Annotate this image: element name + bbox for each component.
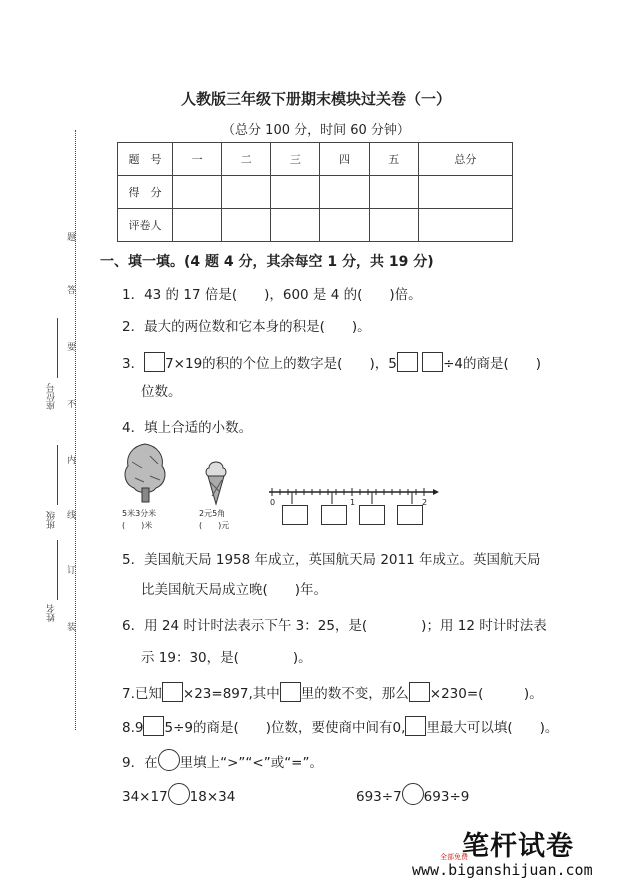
- score-cell[interactable]: [222, 176, 271, 209]
- grader-cell[interactable]: [222, 209, 271, 242]
- binding-char: 要: [67, 343, 77, 353]
- tree-answer[interactable]: ( )米: [122, 521, 153, 530]
- question-3-cont: 位数。: [141, 384, 182, 400]
- binding-char: 装: [67, 623, 77, 633]
- score-cell[interactable]: [173, 176, 222, 209]
- binding-char: 内: [67, 456, 77, 466]
- answer-box[interactable]: [143, 716, 164, 736]
- answer-box[interactable]: [397, 352, 418, 372]
- watermark-url: www.biganshijuan.com: [412, 861, 593, 879]
- table-row-label: 评卷人: [118, 209, 173, 242]
- question-4: 4．填上合适的小数。: [122, 420, 253, 436]
- binding-char: 线: [67, 511, 77, 521]
- answer-box[interactable]: [409, 682, 430, 702]
- score-cell[interactable]: [320, 176, 369, 209]
- numberline-answer-box[interactable]: [282, 505, 308, 525]
- name-field[interactable]: [57, 540, 58, 600]
- grader-cell[interactable]: [173, 209, 222, 242]
- binding-char: 答: [67, 286, 77, 296]
- table-header-cell: 五: [369, 143, 418, 176]
- compare-circle[interactable]: [402, 783, 424, 805]
- score-cell[interactable]: [369, 176, 418, 209]
- tree-caption: 5米3分米: [122, 509, 157, 518]
- table-row: [118, 143, 513, 176]
- binding-char: 订: [67, 566, 77, 576]
- question-1: 1．43 的 17 倍是( )，600 是 4 的( )倍。: [122, 287, 422, 303]
- icecream-answer[interactable]: ( )元: [199, 521, 230, 530]
- question-7: 7.已知 ×23=897,其中 里的数不变，那么 ×230=( )。: [122, 682, 543, 704]
- binding-char: 题: [67, 233, 77, 243]
- name-label: 姓名: [47, 604, 57, 622]
- table-row-label: 得 分: [118, 176, 173, 209]
- answer-box[interactable]: [144, 352, 165, 372]
- table-header-cell: 总分: [418, 143, 512, 176]
- class-label: 班级: [47, 511, 57, 529]
- watermark-tag: 全部免费: [440, 853, 468, 861]
- section-heading: 一、填一填。(4 题 4 分，其余每空 1 分，共 19 分): [100, 254, 434, 270]
- answer-box[interactable]: [280, 682, 301, 702]
- table-header-cell: 三: [271, 143, 320, 176]
- question-2: 2．最大的两位数和它本身的积是( )。: [122, 319, 371, 335]
- score-table: [117, 142, 513, 242]
- answer-box[interactable]: [422, 352, 443, 372]
- binding-line: [75, 130, 76, 730]
- numberline-answer-box[interactable]: [397, 505, 423, 525]
- numberline-label-2: 2: [422, 498, 428, 507]
- grader-cell[interactable]: [369, 209, 418, 242]
- grader-cell[interactable]: [418, 209, 512, 242]
- seat-number-label: 座位号: [47, 383, 57, 410]
- circle-blank: [158, 749, 180, 771]
- table-header-cell: 一: [173, 143, 222, 176]
- numberline-label-0: 0: [270, 498, 276, 507]
- grader-cell[interactable]: [271, 209, 320, 242]
- answer-box[interactable]: [405, 716, 426, 736]
- numberline-label-1: 1: [350, 498, 356, 507]
- question-9-left: 34×17 18×34: [122, 783, 235, 807]
- answer-box[interactable]: [162, 682, 183, 702]
- question-9-right: 693÷7 693÷9: [356, 783, 469, 807]
- question-3: 3． 7×19的积的个位上的数字是( )，5 ÷4的商是( ): [122, 352, 541, 374]
- compare-circle[interactable]: [168, 783, 190, 805]
- icecream-illustration: [200, 458, 232, 508]
- page-subtitle: （总分 100 分，时间 60 分钟）: [222, 123, 410, 138]
- page-title: 人教版三年级下册期末模块过关卷（一）: [180, 90, 451, 108]
- binding-char: 不: [67, 400, 77, 410]
- table-header-cell: 题 号: [118, 143, 173, 176]
- score-cell[interactable]: [271, 176, 320, 209]
- tree-illustration: [120, 442, 170, 504]
- table-header-cell: 二: [222, 143, 271, 176]
- question-8: 8.9 5÷9的商是( )位数，要使商中间有0, 里最大可以填( )。: [122, 716, 558, 738]
- seat-number-field[interactable]: [57, 318, 58, 378]
- table-header-cell: 四: [320, 143, 369, 176]
- icecream-caption: 2元5角: [199, 509, 226, 518]
- question-5: 5．美国航天局 1958 年成立，英国航天局 2011 年成立。英国航天局: [122, 552, 541, 568]
- numberline-answer-box[interactable]: [359, 505, 385, 525]
- table-row: [118, 209, 513, 242]
- question-6: 6．用 24 时计时法表示下午 3：25，是( )；用 12 时计时法表: [122, 618, 547, 634]
- grader-cell[interactable]: [320, 209, 369, 242]
- question-9: 9．在 里填上“>”“<”或“=”。: [122, 749, 323, 773]
- watermark-brand: 笔杆试卷: [462, 831, 574, 862]
- table-row: [118, 176, 513, 209]
- question-5-cont: 比美国航天局成立晚( )年。: [141, 582, 328, 598]
- question-6-cont: 示 19：30，是( )。: [141, 650, 312, 666]
- class-field[interactable]: [57, 445, 58, 505]
- numberline-answer-box[interactable]: [321, 505, 347, 525]
- score-cell[interactable]: [418, 176, 512, 209]
